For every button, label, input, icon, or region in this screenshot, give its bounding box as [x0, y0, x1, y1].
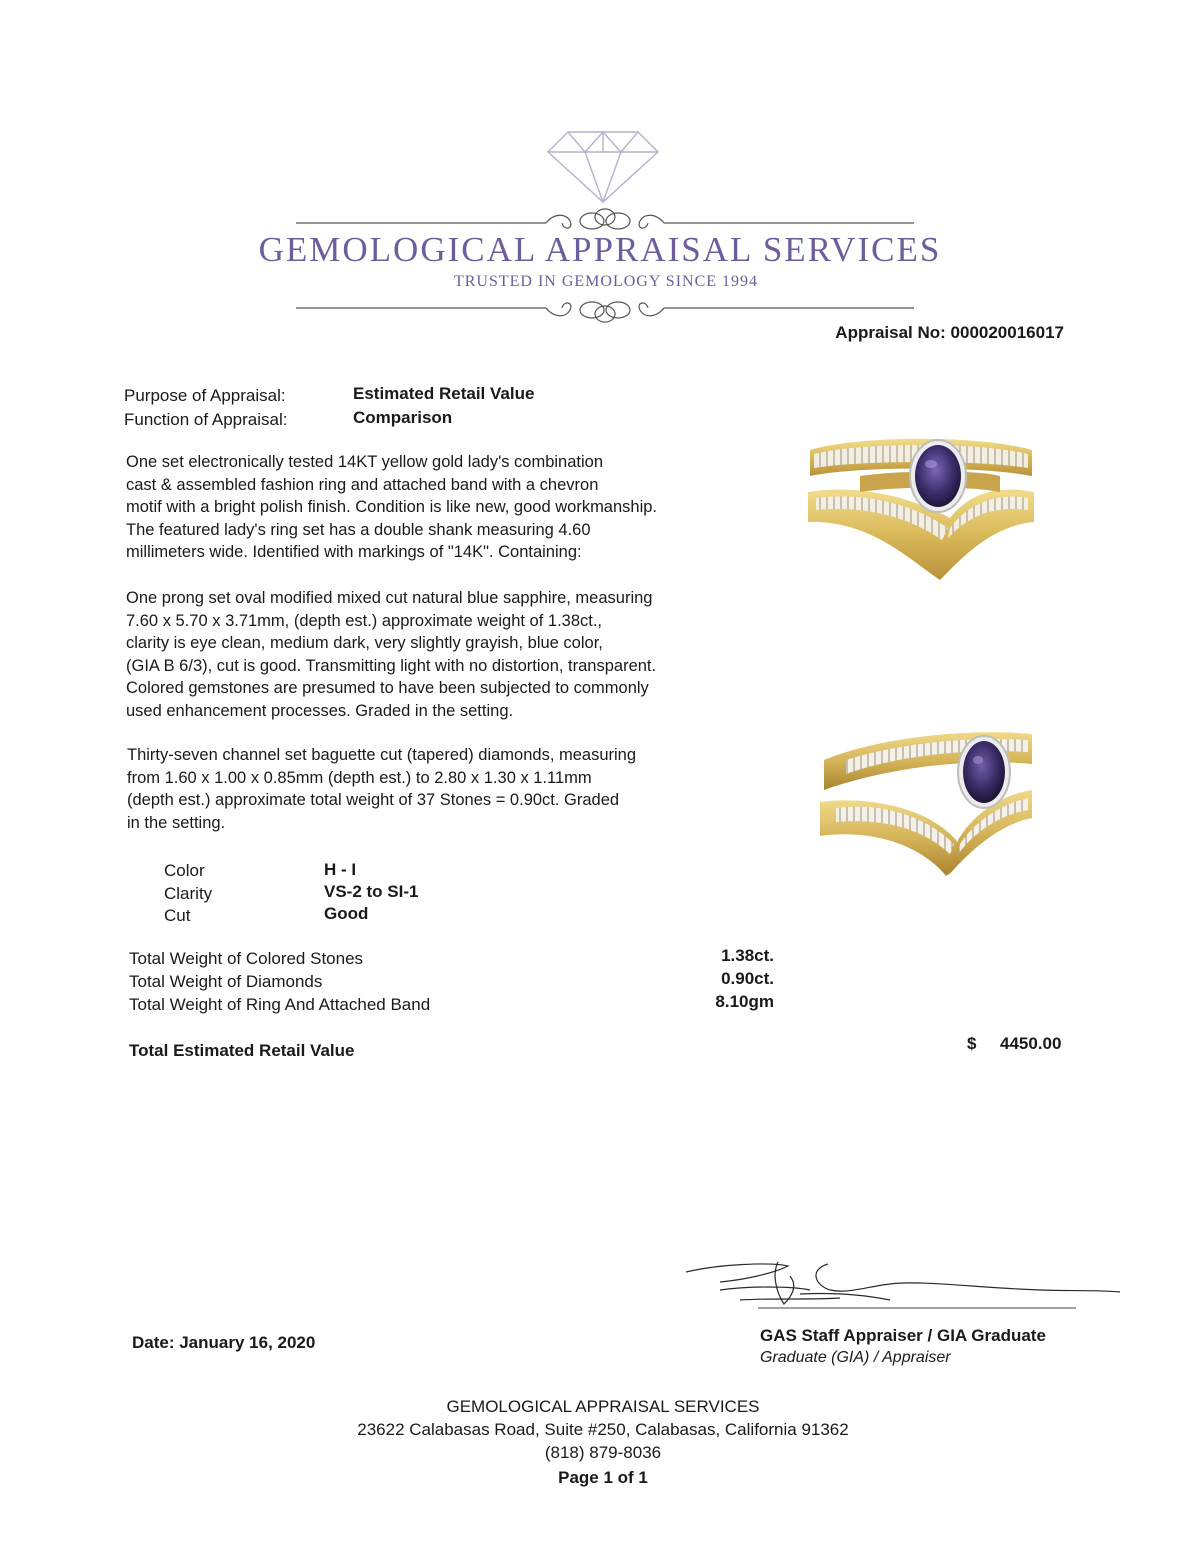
- grade-color-label: Color: [164, 861, 205, 880]
- appraiser-signature: [680, 1256, 1124, 1316]
- function-label: Function of Appraisal:: [124, 410, 288, 429]
- grade-color-value: H - I: [324, 860, 357, 879]
- description-line: clarity is eye clean, medium dark, very slightly grayish, blue color,: [126, 634, 603, 652]
- purpose-value: Estimated Retail Value: [353, 384, 535, 403]
- description-line: 7.60 x 5.70 x 3.71mm, (depth est.) approximate weight of 1.38ct.,: [126, 611, 603, 630]
- description-line: One set electronically tested 14KT yellow gold lady's combination: [126, 453, 604, 471]
- description-line: in the setting.: [127, 813, 226, 832]
- description-line: millimeters wide. Identified with markings of "14K". Containing:: [126, 543, 582, 561]
- sapphire-description-paragraph: [126, 587, 776, 722]
- description-line: Colored gemstones are presumed to have been subjected to commonly: [126, 679, 649, 697]
- total-ring-weight-label: Total Weight of Ring And Attached Band: [129, 995, 431, 1014]
- ring-photo-front: [800, 430, 1040, 590]
- description-line: (GIA B 6/3), cut is good. Transmitting light with no distortion, transparent.: [126, 656, 657, 675]
- description-line: motif with a bright polish finish. Condition is like new, good workmanship.: [126, 498, 658, 516]
- total-colored-stones-value: 1.38ct.: [721, 946, 774, 965]
- description-line: used enhancement processes. Graded in the setting.: [126, 701, 514, 720]
- total-colored-stones-label: Total Weight of Colored Stones: [129, 949, 364, 968]
- total-retail-value: 4450.00: [1000, 1034, 1062, 1053]
- total-diamonds-label: Total Weight of Diamonds: [129, 972, 323, 991]
- description-line: One prong set oval modified mixed cut natural blue sapphire, measuring: [126, 589, 653, 607]
- diamond-description-paragraph: [127, 744, 777, 834]
- letterhead-company-name: GEMOLOGICAL APPRAISAL SERVICES: [258, 230, 942, 269]
- appraisal-number: Appraisal No: 000020016017: [835, 323, 1064, 342]
- appraisal-date: Date: January 16, 2020: [132, 1333, 316, 1352]
- description-line: from 1.60 x 1.00 x 0.85mm (depth est.) to 2.80 x 1.30 x 1.11mm: [127, 768, 592, 787]
- footer-phone: (818) 879-8036: [544, 1443, 662, 1462]
- diamond-logo-icon: [540, 126, 666, 206]
- description-line: (depth est.) approximate total weight of 37 Stones = 0.90ct. Graded: [127, 791, 620, 809]
- description-line: cast & assembled fashion ring and attached band with a chevron: [126, 475, 599, 494]
- purpose-label: Purpose of Appraisal:: [124, 386, 286, 405]
- grade-cut-value: Good: [324, 904, 369, 923]
- ring-photo-angle: [806, 720, 1042, 880]
- letterhead-tagline: TRUSTED IN GEMOLOGY SINCE 1994: [453, 273, 759, 290]
- description-line: Thirty-seven channel set baguette cut (tapered) diamonds, measuring: [127, 746, 637, 764]
- ring-description-paragraph: [126, 451, 776, 564]
- footer-block: [0, 1395, 1200, 1489]
- total-retail-label: Total Estimated Retail Value: [129, 1041, 355, 1060]
- bottom-ornament-divider: [296, 292, 914, 326]
- grade-clarity-label: Clarity: [164, 884, 213, 903]
- footer-company: GEMOLOGICAL APPRAISAL SERVICES: [446, 1397, 760, 1416]
- total-diamonds-value: 0.90ct.: [721, 969, 774, 988]
- appraiser-title: GAS Staff Appraiser / GIA Graduate: [760, 1326, 1046, 1345]
- retail-currency: $: [967, 1034, 977, 1053]
- grade-clarity-value: VS-2 to SI-1: [324, 882, 419, 901]
- function-value: Comparison: [353, 408, 453, 427]
- page-number: Page 1 of 1: [558, 1468, 648, 1487]
- grade-cut-label: Cut: [164, 906, 191, 925]
- total-ring-weight-value: 8.10gm: [715, 992, 774, 1011]
- appraiser-subtitle: Graduate (GIA) / Appraiser: [760, 1349, 951, 1366]
- footer-address: 23622 Calabasas Road, Suite #250, Calabasas, California 91362: [357, 1420, 849, 1439]
- description-line: The featured lady's ring set has a double shank measuring 4.60: [126, 520, 591, 539]
